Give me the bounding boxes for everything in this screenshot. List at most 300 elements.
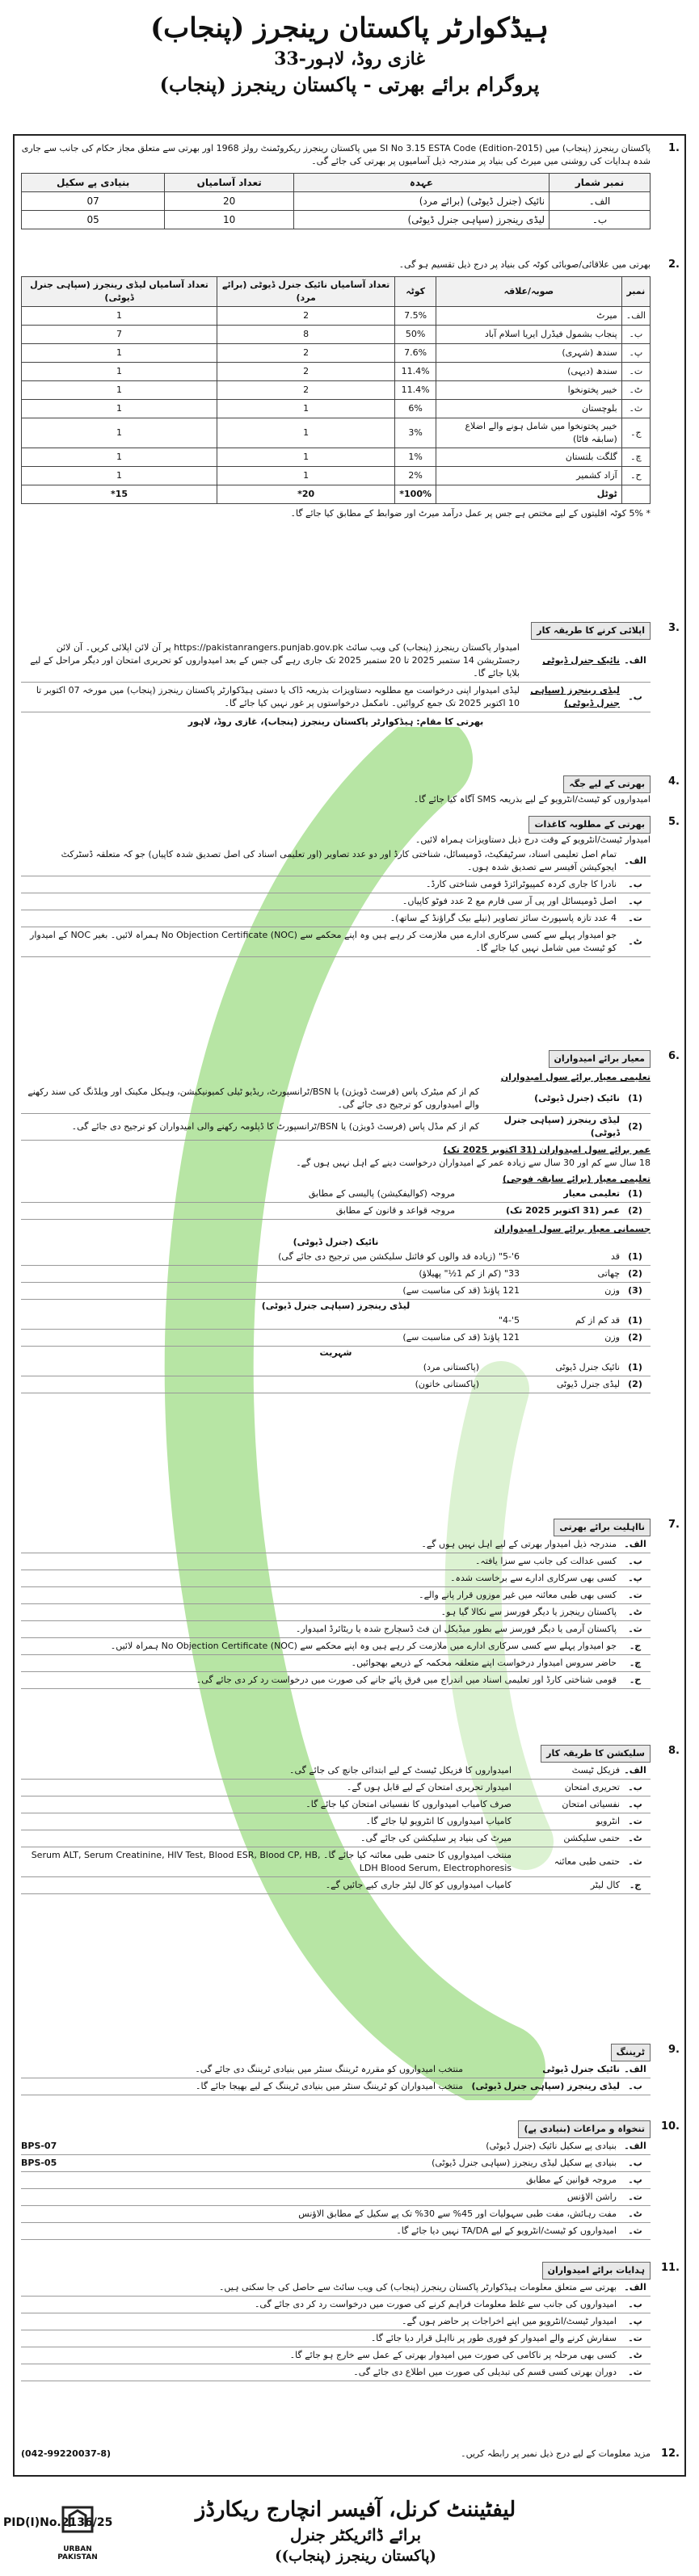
criteria-row xyxy=(21,1203,651,1220)
item-key: ٹ۔ xyxy=(628,1833,642,1843)
section-text: امیدوار ٹیسٹ/انٹرویو کے وقت درج ذیل دستاویزات ہمراہ لائیں۔ xyxy=(415,834,651,845)
table-cell: 1 xyxy=(22,448,217,467)
step-label: حتمی سلیکشن xyxy=(563,1833,620,1843)
table-cell: 1 xyxy=(217,418,395,448)
item-text: جو امیدوار پہلے سے کسی سرکاری ادارے میں ملازمت کر رہے ہیں وہ اپنے محکمے سے No Objection Certificate (NOC) ہمراہ لائیں۔ بغیر NOC کے امیدوار کو ٹیسٹ میں شامل نہیں کیا جائے گا۔ xyxy=(30,930,617,953)
item-key: الف۔ xyxy=(624,2282,646,2292)
criteria-row xyxy=(21,1359,651,1376)
item-key: (2) xyxy=(628,1268,642,1279)
item-text: 4 عدد تازہ پاسپورٹ سائز تصاویر (نیلے بیک گراؤنڈ کے ساتھ)۔ xyxy=(390,913,617,923)
header-address: غازی روڈ، لاہور-33 xyxy=(274,48,425,69)
section-number: 7. xyxy=(668,1519,680,1531)
criteria-value: مروجہ قواعد و قانون کے مطابق xyxy=(335,1205,455,1216)
section-2 xyxy=(16,258,683,520)
list-item xyxy=(21,1587,651,1604)
age-text: 18 سال سے کم اور 30 سال سے زیادہ عمر کے امیدواران درخواست دینے کے اہل نہیں ہوں گے۔ xyxy=(296,1158,651,1168)
item-key: ث۔ xyxy=(628,2367,642,2377)
list-item xyxy=(21,876,651,893)
criteria-value: 5'-4" xyxy=(498,1315,520,1326)
table-row xyxy=(22,192,651,211)
section-number: 4. xyxy=(668,775,680,788)
step-label: حتمی طبی معائنہ xyxy=(554,1856,620,1867)
item-key: (1) xyxy=(628,1362,642,1372)
criteria-row xyxy=(21,1266,651,1283)
training-label: لیڈی رینجرز (سپاہی جنرل ڈیوٹی) xyxy=(471,2081,620,2091)
table-cell: ح۔ xyxy=(621,467,650,485)
section-number: 3. xyxy=(668,622,680,634)
table-cell: 2% xyxy=(395,467,436,485)
table-cell: ب۔ xyxy=(550,211,651,229)
posts-table xyxy=(21,173,651,229)
subsection-title: تعلیمی معیار برائے سول امیدواران xyxy=(500,1072,651,1082)
list-item xyxy=(21,847,651,876)
pay-row xyxy=(21,2138,651,2155)
table-cell: 1 xyxy=(22,307,217,326)
table-cell: نائیک (جنرل ڈیوٹی) (برائے مرد) xyxy=(293,192,549,211)
pay-row xyxy=(21,2223,651,2240)
list-item xyxy=(21,910,651,927)
criteria-label: قد xyxy=(610,1251,620,1262)
item-key: ب۔ xyxy=(628,2299,642,2309)
item-key: ٹ۔ xyxy=(628,936,642,947)
table-cell: 1 xyxy=(217,467,395,485)
table-row xyxy=(22,418,651,448)
table-cell: چ۔ xyxy=(621,448,650,467)
item-key: ت۔ xyxy=(628,2191,642,2202)
subsection-title: جسمانی معیار برائے سول امیدواران xyxy=(494,1224,651,1234)
table-cell: 7.5% xyxy=(395,307,436,326)
section-text: پاکستان رینجرز (پنجاب) میں SI No 3.15 ESTA Code (Edition-2015) میں پاکستان رینجرز ریکروٹمنٹ رولز 1968 اور بھرتی سے متعلق مجاز حکام کی جانب سے جاری شدہ ہدایات کی روشنی میں میرٹ کی بنیاد پر مندرجہ ذیل آسامیوں پر بھرتی کی جائے گی۔ xyxy=(21,143,651,166)
item-key: (2) xyxy=(628,1332,642,1343)
selection-step xyxy=(21,1877,651,1894)
item-key: ب۔ xyxy=(628,691,642,702)
pay-scale: BPS-07 xyxy=(21,2141,57,2151)
section-9 xyxy=(16,2044,683,2095)
item-text: پاکستان آرمی یا دیگر فورسز سے بطور میڈیکل ان فٹ ڈسچارج شدہ یا ریٹائرڈ امیدوار۔ xyxy=(295,1624,617,1634)
item-key: پ۔ xyxy=(628,896,642,906)
item-key: (3) xyxy=(628,1285,642,1296)
section-title: بھرتی کے مطلوبہ کاغذات xyxy=(528,816,651,834)
item-key: ب۔ xyxy=(628,1782,642,1792)
item-label: لیڈی رینجرز (سپاہی جنرل ڈیوٹی) xyxy=(530,685,620,708)
list-item xyxy=(21,1536,651,1553)
pay-label: مروجہ قوانین کے مطابق xyxy=(526,2175,617,2185)
criteria-value: 6'-5" (زیادہ قد والوں کو فائنل سلیکشن میں ترجیح دی جائے گی) xyxy=(278,1251,520,1262)
list-item xyxy=(21,1621,651,1638)
pay-label: بنیادی پے سکیل نائیک (جنرل ڈیوٹی) xyxy=(486,2141,617,2151)
section-number: 11. xyxy=(660,2262,680,2274)
table-row xyxy=(22,467,651,485)
training-text: منتخب امیدواران کو ٹریننگ سنٹر میں بنیادی ٹریننگ کے لیے بھیجا جائے گا۔ xyxy=(196,2081,463,2091)
item-key: ب۔ xyxy=(628,2158,642,2168)
item-text: امیدوار پاکستان رینجرز (پنجاب) کی ویب سائٹ https://pakistanrangers.punjab.gov.pk پر آن لائن اپلائی کریں۔ آن لائن رجسٹریشن 14 ستمبر 2025 تا 20 ستمبر 2025 تک جاری رہے گی جس کے بعد امیدواروں کو تحریری امتحان اور دیگر مراحل کے لیے بلایا جائے گا۔ xyxy=(30,642,520,679)
item-key: ح۔ xyxy=(629,1675,642,1685)
column-header: صوبہ/علاقہ xyxy=(436,277,622,307)
table-cell: آزاد کشمیر xyxy=(436,467,622,485)
list-item xyxy=(21,893,651,910)
list-item xyxy=(21,2313,651,2330)
section-title: معیار برائے امیدواران xyxy=(549,1050,651,1068)
item-text: حاضر سروس امیدوار درخواست اپنے متعلقہ محکمہ کے ذریعے بھجوائیں۔ xyxy=(351,1658,617,1668)
signature-block xyxy=(186,2496,525,2567)
section-title: اپلائی کرنے کا طریقہ کار xyxy=(531,622,651,640)
item-text: کسی بھی مرحلہ پر ناکامی کی صورت میں امیدوار بھرتی کے عمل سے خارج ہو جائے گا۔ xyxy=(289,2350,617,2360)
item-key: چ۔ xyxy=(629,1658,642,1668)
item-key: ت۔ xyxy=(628,2333,642,2343)
table-cell: لیڈی رینجرز (سپاہی جنرل ڈیوٹی) xyxy=(293,211,549,229)
header-subtitle: پروگرام برائے بھرتی - پاکستان رینجرز (پنجاب) xyxy=(159,73,540,96)
pay-row xyxy=(21,2206,651,2223)
item-key: الف۔ xyxy=(624,2064,646,2074)
item-key: (1) xyxy=(628,1093,642,1103)
list-item xyxy=(21,2280,651,2297)
item-text: کسی بھی طبی معائنہ میں غیر موزوں قرار پانے والے۔ xyxy=(419,1590,617,1600)
training-label: نائیک جنرل ڈیوٹی xyxy=(542,2064,620,2074)
step-text: منتخب امیدواروں کا حتمی طبی معائنہ کیا جائے گا۔ Serum ALT, Serum Creatinine, HIV Test, Blood ESR, Blood CP, HB, LDH Blood Serum, Electrophoresis xyxy=(31,1850,512,1873)
section-3 xyxy=(16,622,683,729)
item-key: پ۔ xyxy=(628,2175,642,2185)
item-key: (1) xyxy=(628,1188,642,1199)
item-key: پ۔ xyxy=(628,2316,642,2326)
table-cell: پنجاب بشمول فیڈرل ایریا اسلام آباد xyxy=(436,326,622,344)
table-cell: 1 xyxy=(22,418,217,448)
table-cell: پ۔ xyxy=(621,344,650,363)
table-cell: 1 xyxy=(22,467,217,485)
list-item xyxy=(21,1570,651,1587)
column-header: بنیادی پے سکیل xyxy=(22,174,165,192)
column-header: کوٹہ xyxy=(395,277,436,307)
item-key: الف۔ xyxy=(624,1539,646,1549)
section-10 xyxy=(16,2120,683,2240)
page-header xyxy=(0,0,699,129)
pay-row xyxy=(21,2155,651,2172)
item-text: مندرجہ ذیل امیدوار بھرتی کے لیے اہل نہیں ہوں گے۔ xyxy=(421,1539,617,1549)
table-cell: میرٹ xyxy=(436,307,622,326)
header-title: ہیڈکوارٹر پاکستان رینجرز (پنجاب) xyxy=(150,12,549,44)
section-number: 6. xyxy=(668,1050,680,1062)
step-text: کامیاب امیدواروں کو کال لیٹر جاری کیے جائیں گے۔ xyxy=(325,1880,512,1890)
table-cell: 8 xyxy=(217,326,395,344)
criteria-value: 121 پاؤنڈ (قد کی مناسبت سے) xyxy=(402,1285,520,1296)
table-row xyxy=(22,326,651,344)
list-item xyxy=(21,1553,651,1570)
criteria-value: (پاکستانی خاتون) xyxy=(415,1379,479,1389)
table-cell: خیبر پختونخوا میں شامل ہونے والے اضلاع (سابقہ فاٹا) xyxy=(436,418,622,448)
criteria-row xyxy=(21,1114,651,1141)
column-header: تعداد آسامیاں نائیک جنرل ڈیوٹی (برائے مرد) xyxy=(217,277,395,307)
section-number: 1. xyxy=(668,142,680,154)
table-cell: 1 xyxy=(22,381,217,400)
item-key: (2) xyxy=(628,1121,642,1132)
section-title: سلیکشن کا طریقہ کار xyxy=(541,1745,651,1763)
table-cell: ج۔ xyxy=(621,418,650,448)
table-total-row xyxy=(22,485,651,504)
pay-label: بنیادی پے سکیل لیڈی رینجرز (سپاہی جنرل ڈیوٹی) xyxy=(432,2158,617,2168)
item-text: تمام اصل تعلیمی اسناد، سرٹیفکیٹ، ڈومیسائل، شناختی کارڈ اور دو عدد تصاویر (اور تعلیمی اسناد کی اصل تصدیق شدہ کاپیاں) جو کہ متعلقہ ڈسٹرکٹ ایجوکیشن آفیسر سے تصدیق شدہ ہوں۔ xyxy=(61,849,617,872)
item-key: ب۔ xyxy=(628,879,642,889)
quota-table xyxy=(21,276,651,504)
step-text: امیدواروں کا فزیکل ٹیسٹ کے لیے ابتدائی جانچ کی جائے گی۔ xyxy=(289,1765,512,1775)
quota-note: * 5% کوٹہ اقلیتوں کے لیے مختص ہے جس پر عمل درآمد میرٹ اور ضوابط کے مطابق کیا جائے گا۔ xyxy=(290,508,651,519)
column-header: تعداد آسامیاں لیڈی رینجرز (سپاہی جنرل ڈیوٹی) xyxy=(22,277,217,307)
post-heading: لیڈی رینجرز (سپاہی جنرل ڈیوٹی) xyxy=(261,1301,411,1311)
item-key: ت۔ xyxy=(628,1816,642,1826)
logo-text: URBAN PAKISTAN xyxy=(57,2545,98,2561)
section-text: امیدواروں کو ٹیسٹ/انٹرویو کے لیے بذریعہ SMS آگاہ کیا جائے گا۔ xyxy=(413,794,651,805)
column-header: عہدہ xyxy=(293,174,549,192)
recruitment-center: بھرتی کا مقام: ہیڈکوارٹر پاکستان رینجرز (پنجاب)، غازی روڈ، لاہور xyxy=(187,716,484,727)
total-label: ٹوٹل xyxy=(436,485,622,504)
selection-step xyxy=(21,1796,651,1813)
table-cell: 1 xyxy=(217,448,395,467)
table-cell: خیبر پختونخوا xyxy=(436,381,622,400)
selection-step xyxy=(21,1847,651,1877)
section-8 xyxy=(16,1745,683,1894)
table-cell: 1 xyxy=(22,344,217,363)
selection-step xyxy=(21,1780,651,1796)
table-cell: 7 xyxy=(22,326,217,344)
post-name: نائیک (جنرل ڈیوٹی) xyxy=(534,1093,620,1103)
section-title: ٹریننگ xyxy=(611,2044,651,2061)
table-cell: 50% xyxy=(395,326,436,344)
criteria-text: کم از کم مڈل پاس (فرسٹ ڈویژن) یا BSN/ٹرانسپورٹ کا ڈپلومہ رکھنے والی امیدواران کو ترجیح دی جائے گی۔ xyxy=(71,1121,479,1132)
criteria-label: چھاتی xyxy=(597,1268,620,1279)
table-cell: گلگت بلتستان xyxy=(436,448,622,467)
post-heading: نائیک (جنرل ڈیوٹی) xyxy=(293,1237,379,1247)
step-text: کامیاب امیدواروں کا انٹرویو لیا جائے گا۔ xyxy=(365,1816,512,1826)
table-row xyxy=(22,448,651,467)
table-row xyxy=(22,211,651,229)
item-key: ٹ۔ xyxy=(628,2208,642,2219)
criteria-value: (پاکستانی مرد) xyxy=(423,1362,479,1372)
table-cell: 6% xyxy=(395,400,436,418)
pid-number: PID(I)No.2136/25 xyxy=(3,2516,113,2529)
item-label: نائیک جنرل ڈیوٹی xyxy=(542,655,620,666)
item-key: پ۔ xyxy=(628,1799,642,1809)
section-7 xyxy=(16,1519,683,1689)
subsection-title: تعلیمی معیار (برائے سابقہ فوجی) xyxy=(502,1174,651,1184)
post-name: لیڈی رینجرز (سپاہی جنرل ڈیوٹی) xyxy=(503,1115,620,1138)
item-key: (2) xyxy=(628,1379,642,1389)
logo-mark-icon xyxy=(61,2506,94,2543)
total-cell: 20* xyxy=(217,485,395,504)
list-item xyxy=(21,2330,651,2347)
table-cell: 20 xyxy=(165,192,294,211)
list-item xyxy=(21,2364,651,2381)
table-cell: ب۔ xyxy=(621,326,650,344)
training-row xyxy=(21,2061,651,2078)
signatory-for: برائے ڈائریکٹر جنرل xyxy=(289,2525,422,2544)
item-key: (1) xyxy=(628,1251,642,1262)
page-footer xyxy=(0,2480,699,2576)
table-cell: الف۔ xyxy=(621,307,650,326)
list-item xyxy=(21,640,651,683)
table-cell: 05 xyxy=(22,211,165,229)
item-key: ج۔ xyxy=(629,1880,642,1890)
criteria-row xyxy=(21,1376,651,1393)
section-number: 8. xyxy=(668,1745,680,1757)
table-cell: الف۔ xyxy=(550,192,651,211)
criteria-row xyxy=(21,1330,651,1347)
item-key: الف۔ xyxy=(624,655,646,666)
table-cell: ٹ۔ xyxy=(621,381,650,400)
item-key: الف۔ xyxy=(624,1765,646,1775)
table-cell: سندھ (شہری) xyxy=(436,344,622,363)
criteria-row xyxy=(21,1186,651,1203)
item-text: امیدواروں کی جانب سے غلط معلومات فراہم کرنے کی صورت میں درخواست رد کر دی جائے گی۔ xyxy=(254,2299,617,2309)
table-cell: 2 xyxy=(217,344,395,363)
item-key: ب۔ xyxy=(628,2081,642,2091)
criteria-row xyxy=(21,1084,651,1114)
section-number: 2. xyxy=(668,258,680,271)
signatory-title: لیفٹیننٹ کرنل، آفیسر انچارج ریکارڈز xyxy=(195,2498,516,2522)
item-text: اصل ڈومیسائل اور پی آر سی فارم مع 2 عدد فوٹو کاپیاں۔ xyxy=(402,896,617,906)
column-header: نمبر xyxy=(621,277,650,307)
table-cell: 7.6% xyxy=(395,344,436,363)
item-key: ت۔ xyxy=(628,1590,642,1600)
section-title: ہدایات برائے امیدواران xyxy=(542,2262,651,2280)
section-number: 10. xyxy=(660,2120,680,2133)
criteria-value: 121 پاؤنڈ (قد کی مناسبت سے) xyxy=(402,1332,520,1343)
item-key: ب۔ xyxy=(628,1556,642,1566)
item-key: (2) xyxy=(628,1205,642,1216)
table-row xyxy=(22,344,651,363)
total-cell: 100%* xyxy=(395,485,436,504)
pay-label: امیدواروں کو ٹیسٹ/انٹرویو کے لیے TA/DA نہیں دیا جائے گا۔ xyxy=(396,2225,617,2236)
table-row xyxy=(22,363,651,381)
contact-text: مزید معلومات کے لیے درج ذیل نمبر پر رابطہ کریں۔ xyxy=(461,2448,651,2459)
criteria-label: لیڈی جنرل ڈیوٹی xyxy=(556,1379,620,1389)
list-item xyxy=(21,2297,651,2313)
criteria-value: مروجہ (کوالیفکیشن) پالیسی کے مطابق xyxy=(308,1188,455,1199)
section-11 xyxy=(16,2262,683,2381)
criteria-text: کم از کم میٹرک پاس (فرسٹ ڈویژن) یا BSN/ٹرانسپورٹ، ریڈیو ٹیلی کمیونیکیشن، وہیکل مکینک اور ویلڈنگ کی سند رکھنے والے امیدواروں کو ترجیح دی جائے گی۔ xyxy=(27,1086,479,1110)
table-cell: 10 xyxy=(165,211,294,229)
criteria-value: 33" (کم از کم 1½" پھیلاؤ) xyxy=(419,1268,520,1279)
contact-phone: (042-99220037-8) xyxy=(21,2448,112,2459)
subsection-title: عمر برائے سول امیدواران (31 اکتوبر 2025 تک) xyxy=(443,1145,651,1155)
step-text: صرف کامیاب امیدواروں کا نفسیاتی امتحان کیا جائے گا۔ xyxy=(305,1799,512,1809)
step-label: انٹرویو xyxy=(596,1816,620,1826)
section-text: بھرتی میں علاقائی/صوبائی کوٹہ کی بنیاد پر درج ذیل تقسیم ہو گی۔ xyxy=(398,259,651,270)
table-cell: سندھ (دیہی) xyxy=(436,363,622,381)
subsection-title: شہریت xyxy=(319,1347,352,1358)
item-text: بھرتی سے متعلق معلومات ہیڈکوارٹر پاکستان رینجرز (پنجاب) کی ویب سائٹ سے حاصل کی جا سکتی ہیں۔ xyxy=(218,2282,617,2292)
item-key: الف۔ xyxy=(624,855,646,866)
total-cell: 15* xyxy=(22,485,217,504)
selection-step xyxy=(21,1763,651,1780)
item-text: جو امیدوار پہلے سے کسی سرکاری ادارے میں ملازمت کر رہے ہیں وہ اپنے محکمے سے No Objection Certificate (NOC) ہمراہ لائیں۔ xyxy=(110,1641,617,1651)
section-12 xyxy=(16,2448,683,2460)
table-header-row xyxy=(22,277,651,307)
item-key: ٹ۔ xyxy=(628,2350,642,2360)
table-cell: 11.4% xyxy=(395,363,436,381)
section-number: 12. xyxy=(660,2448,680,2460)
list-item xyxy=(21,1604,651,1621)
signatory-org: (پاکستان رینجرز (پنجاب)) xyxy=(275,2548,436,2565)
item-key: ث۔ xyxy=(628,2225,642,2236)
item-text: قومی شناختی کارڈ اور تعلیمی اسناد میں اندراج میں فرق پائے جانے کی صورت میں درخواست رد کر دی جائے گی۔ xyxy=(196,1675,617,1685)
table-cell: 2 xyxy=(217,381,395,400)
table-row xyxy=(22,400,651,418)
selection-step xyxy=(21,1813,651,1830)
section-title: نااہلیت برائے بھرتی xyxy=(554,1519,651,1536)
table-cell: 1% xyxy=(395,448,436,467)
pay-row xyxy=(21,2172,651,2189)
table-header-row xyxy=(22,174,651,192)
criteria-label: عمر (31 اکتوبر 2025 تک) xyxy=(506,1205,620,1216)
list-item xyxy=(21,1638,651,1655)
item-text: کسی بھی سرکاری ادارے سے برخاست شدہ۔ xyxy=(450,1573,617,1583)
list-item xyxy=(21,927,651,957)
table-cell: 2 xyxy=(217,363,395,381)
criteria-label: وزن xyxy=(604,1285,620,1296)
table-cell: 2 xyxy=(217,307,395,326)
criteria-label: وزن xyxy=(604,1332,620,1343)
step-label: تحریری امتحان xyxy=(564,1782,620,1792)
column-header: نمبر شمار xyxy=(550,174,651,192)
list-item xyxy=(21,1655,651,1672)
item-text: نادرا کا جاری کردہ کمپیوٹرائزڈ قومی شناختی کارڈ۔ xyxy=(425,879,617,889)
section-4 xyxy=(16,775,683,806)
item-text: سفارش کرنے والے امیدوار کو فوری طور پر نااہل قرار دیا جائے گا۔ xyxy=(370,2333,617,2343)
table-row xyxy=(22,381,651,400)
item-text: امیدوار ٹیسٹ/انٹرویو میں اپنے اخراجات پر حاضر ہوں گے۔ xyxy=(402,2316,617,2326)
table-cell: 1 xyxy=(22,363,217,381)
item-key: ج۔ xyxy=(629,1641,642,1651)
step-text: میرٹ کی بنیاد پر سلیکشن کی جائے گی۔ xyxy=(360,1833,512,1843)
pay-row xyxy=(21,2189,651,2206)
table-cell: 1 xyxy=(22,400,217,418)
table-cell: 3% xyxy=(395,418,436,448)
item-text: دوران بھرتی کسی قسم کی تبدیلی کی صورت میں اطلاع دی جائے گی۔ xyxy=(353,2367,617,2377)
section-6 xyxy=(16,1050,683,1393)
section-number: 9. xyxy=(668,2044,680,2056)
pay-label: راشن الاؤنس xyxy=(566,2191,617,2202)
list-item xyxy=(21,1672,651,1689)
item-key: ث۔ xyxy=(628,1624,642,1634)
item-text: پاکستان رینجرز یا دیگر فورسز سے نکالا گیا ہو۔ xyxy=(440,1607,617,1617)
table-cell: 11.4% xyxy=(395,381,436,400)
criteria-label: تعلیمی معیار xyxy=(563,1188,620,1199)
pay-scale: BPS-05 xyxy=(21,2158,57,2168)
criteria-label: قد کم از کم xyxy=(575,1315,620,1326)
section-number: 5. xyxy=(668,816,680,828)
urban-pakistan-logo xyxy=(57,2506,99,2565)
section-5 xyxy=(16,816,683,957)
list-item xyxy=(21,2347,651,2364)
table-cell: ت۔ xyxy=(621,363,650,381)
step-label: نفسیاتی امتحان xyxy=(562,1799,620,1809)
column-header: تعداد آسامیاں xyxy=(165,174,294,192)
item-key: ث۔ xyxy=(628,1856,642,1867)
item-text: کسی عدالت کی جانب سے سزا یافتہ۔ xyxy=(474,1556,617,1566)
step-text: امیدوار تحریری امتحان کے لیے قابل ہوں گے۔ xyxy=(346,1782,512,1792)
item-key: پ۔ xyxy=(628,1573,642,1583)
table-cell: 07 xyxy=(22,192,165,211)
training-text: منتخب امیدواروں کو مقررہ ٹریننگ سنٹر میں بنیادی ٹریننگ دی جائے گی۔ xyxy=(195,2064,463,2074)
table-cell: ث۔ xyxy=(621,400,650,418)
item-text: لیڈی امیدوار اپنی درخواست مع مطلوبہ دستاویزات بذریعہ ڈاک یا دستی ہیڈکوارٹر پاکستان رینجرز (پنجاب) میں مورخہ 07 اکتوبر تا 10 اکتوبر 2025 تک جمع کروائیں۔ نامکمل درخواستوں پر غور نہیں کیا جائے گا۔ xyxy=(36,685,520,708)
item-key: ت۔ xyxy=(628,913,642,923)
item-key: ٹ۔ xyxy=(628,1607,642,1617)
item-key: الف۔ xyxy=(624,2141,646,2151)
table-cell: 1 xyxy=(217,400,395,418)
step-label: فزیکل ٹیسٹ xyxy=(571,1765,620,1775)
step-label: کال لیٹر xyxy=(590,1880,620,1890)
list-item xyxy=(21,683,651,712)
criteria-row xyxy=(21,1283,651,1300)
